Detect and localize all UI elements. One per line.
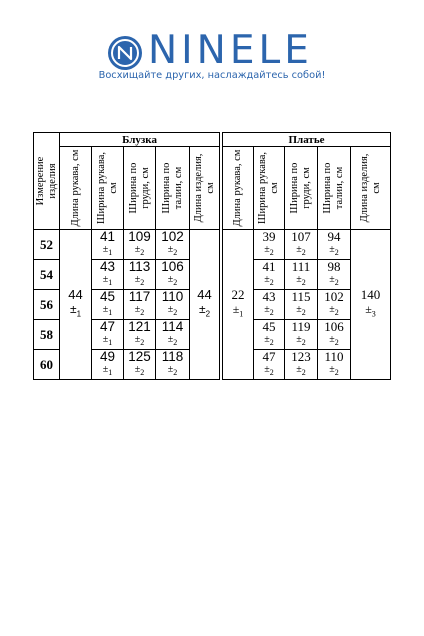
dress-col-sleeve-width: Ширина рукава, см <box>254 147 285 230</box>
blouse-sleeve-width: 43 $\pm_1$ <box>92 260 124 290</box>
blouse-waist-width: 114 $\pm_2$ <box>156 320 190 350</box>
dress-chest-width: 107 $\pm_2$ <box>285 230 318 260</box>
dress-length: 140 $\pm_3$ <box>351 230 391 380</box>
size-label: 56 <box>34 290 60 320</box>
n-monogram-icon <box>108 36 142 70</box>
dress-sleeve-width: 39 $\pm_2$ <box>254 230 285 260</box>
size-label: 60 <box>34 350 60 380</box>
row-header-label: Измерение изделия <box>34 156 58 206</box>
dress-chest-width: 119 $\pm_2$ <box>285 320 318 350</box>
blouse-sleeve-width: 41 $\pm_1$ <box>92 230 124 260</box>
brand-wordmark: NINELE <box>148 28 313 73</box>
blouse-col-sleeve-length: Длина рукава, см <box>60 147 92 230</box>
blouse-col-length: Длина изделия, см <box>190 147 220 230</box>
dress-col-waist-width: Ширина по талии, см <box>318 147 351 230</box>
blouse-col-sleeve-width: Ширина рукава, см <box>92 147 124 230</box>
brand-header <box>0 0 424 100</box>
dress-col-chest-width: Ширина по груди, см <box>285 147 318 230</box>
dress-sleeve-length: 22 $\pm_1$ <box>223 230 254 380</box>
blouse-chest-width: 121 $\pm_2$ <box>124 320 156 350</box>
dress-title: Платье <box>223 133 391 147</box>
blouse-length: 44 $\pm_2$ <box>190 230 220 380</box>
dress-sleeve-width: 41 $\pm_2$ <box>254 260 285 290</box>
blouse-chest-width: 117 $\pm_2$ <box>124 290 156 320</box>
dress-chest-width: 123 $\pm_2$ <box>285 350 318 380</box>
dress-waist-width: 106 $\pm_2$ <box>318 320 351 350</box>
blouse-waist-width: 102 $\pm_2$ <box>156 230 190 260</box>
blouse-col-chest-width: Ширина по груди, см <box>124 147 156 230</box>
dress-waist-width: 94 $\pm_2$ <box>318 230 351 260</box>
size-label: 58 <box>34 320 60 350</box>
blouse-chest-width: 109 $\pm_2$ <box>124 230 156 260</box>
row-header-cell <box>34 133 60 230</box>
dress-sleeve-width: 45 $\pm_2$ <box>254 320 285 350</box>
blouse-sleeve-width: 45 $\pm_1$ <box>92 290 124 320</box>
size-label: 54 <box>34 260 60 290</box>
blouse-chest-width: 113 $\pm_2$ <box>124 260 156 290</box>
blouse-sleeve-length: 44 $\pm_1$ <box>60 230 92 380</box>
blouse-sleeve-width: 49 $\pm_1$ <box>92 350 124 380</box>
dress-waist-width: 110 $\pm_2$ <box>318 350 351 380</box>
dress-col-sleeve-length: Длина рукава, см <box>223 147 254 230</box>
blouse-col-waist-width: Ширина по талии, см <box>156 147 190 230</box>
blouse-waist-width: 110 $\pm_2$ <box>156 290 190 320</box>
blouse-size-table <box>33 132 220 380</box>
dress-waist-width: 102 $\pm_2$ <box>318 290 351 320</box>
dress-chest-width: 115 $\pm_2$ <box>285 290 318 320</box>
blouse-waist-width: 118 $\pm_2$ <box>156 350 190 380</box>
blouse-chest-width: 125 $\pm_2$ <box>124 350 156 380</box>
dress-size-table <box>222 132 391 380</box>
blouse-sleeve-width: 47 $\pm_1$ <box>92 320 124 350</box>
dress-waist-width: 98 $\pm_2$ <box>318 260 351 290</box>
brand-tagline: Восхищайте других, наслаждайтесь собой! <box>98 70 326 81</box>
blouse-title: Блузка <box>60 133 220 147</box>
dress-sleeve-width: 43 $\pm_2$ <box>254 290 285 320</box>
dress-sleeve-width: 47 $\pm_2$ <box>254 350 285 380</box>
size-label: 52 <box>34 230 60 260</box>
dress-col-length: Длина изделия, см <box>351 147 391 230</box>
dress-chest-width: 111 $\pm_2$ <box>285 260 318 290</box>
blouse-waist-width: 106 $\pm_2$ <box>156 260 190 290</box>
